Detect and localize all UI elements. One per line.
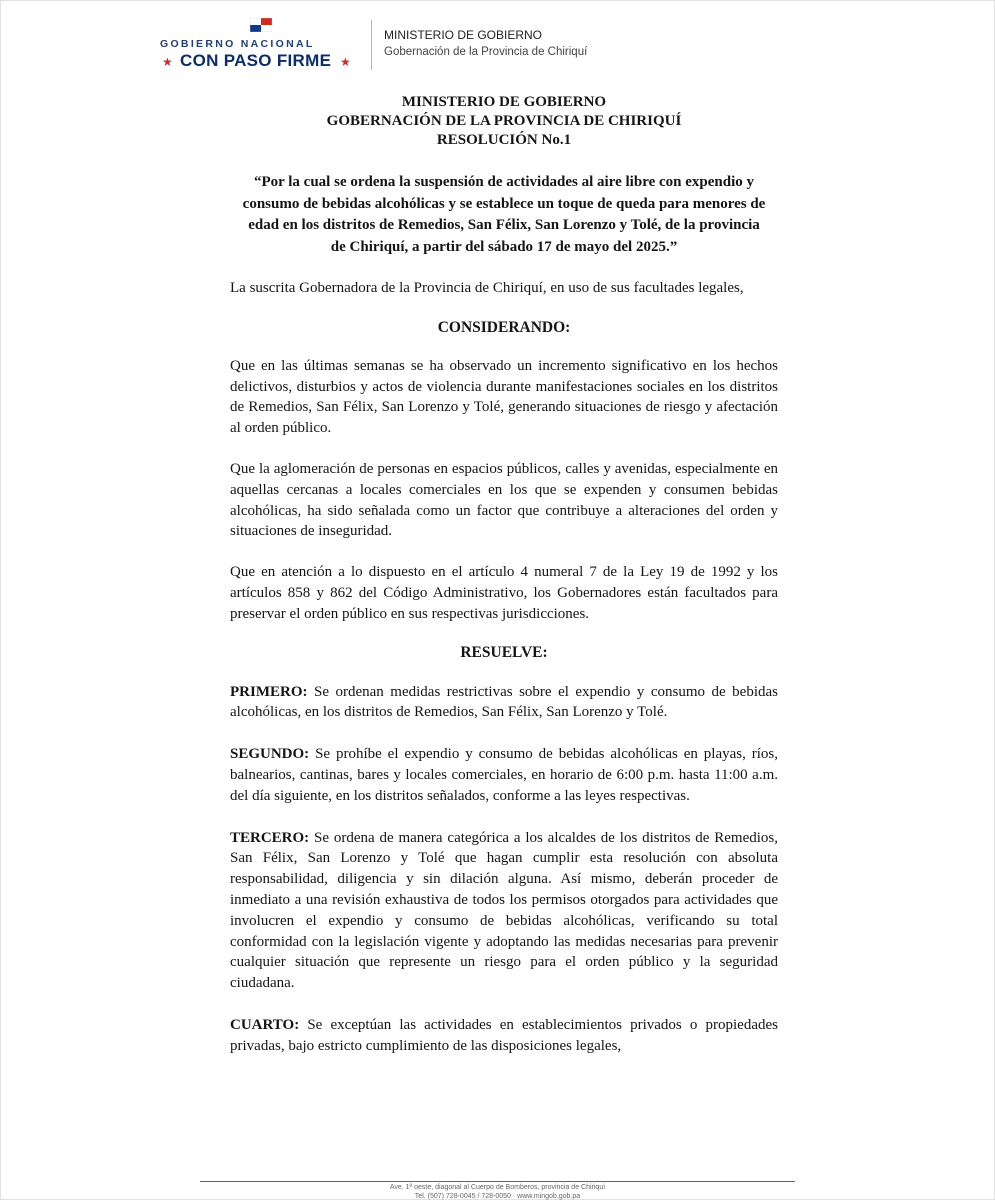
- article-label: SEGUNDO:: [230, 746, 310, 763]
- article-primero: [230, 682, 778, 724]
- panama-flag-icon: [250, 18, 272, 32]
- doc-heading-resolution: RESOLUCIÓN No.1: [436, 132, 572, 148]
- article-text: Se prohíbe el expendio y consumo de bebidas alcohólicas en playas, ríos, balnearios, cantinas, bares y locales comerciales, en horario de 6:00 p.m. hasta 11:00 a.m. del día siguiente, en los distritos señalados, conforme a las leyes respectivas.: [230, 746, 778, 804]
- gov-name: GOBIERNO NACIONAL: [160, 38, 315, 50]
- slogan: CON PASO FIRME: [180, 51, 332, 70]
- doc-heading-ministry: MINISTERIO DE GOBIERNO: [401, 94, 607, 110]
- article-label: PRIMERO:: [230, 683, 308, 700]
- article-tercero: [230, 828, 778, 994]
- header-divider: [371, 20, 372, 70]
- star-icon: ★: [162, 55, 173, 69]
- article-label: CUARTO:: [230, 1016, 300, 1033]
- considerando-paragraph: Que en atención a lo dispuesto en el artículo 4 numeral 7 de la Ley 19 de 1992 y los artículos 858 y 862 del Código Administrativo, los Gobernadores están facultados para preservar el orden público en sus respectivas jurisdicciones.: [230, 564, 778, 622]
- article-text: Se ordena de manera categórica a los alcaldes de los distritos de Remedios, San Félix, San Lorenzo y Tolé que hagan cumplir esta resolución con absoluta responsabilidad, diligencia y sin dilación alguna. Así mismo, deberán proceder de inmediato a una revisión exhaustiva de todos los permisos otorgados para actividades que involucren el expendio y consumo de bebidas alcohólicas, verificando su total conformidad con la legislación vigente y adoptando las medidas necesarias para prevenir cualquier situación que represente un riesgo para el orden público y la seguridad ciudadana.: [230, 829, 778, 992]
- resolution-title: “Por la cual se ordena la suspensión de actividades al aire libre con expendio y consumo de bebidas alcohólicas y se establece un toque de queda para menores de edad en los distritos de Remedios, San Félix, San Lorenzo y Tolé, de la provincia de Chiriquí, a partir del sábado 17 de mayo del 2025.”: [242, 174, 766, 255]
- slogan-row: [160, 51, 360, 73]
- footer-address: Ave. 1ª oeste, diagonal al Cuerpo de Bomberos, provincia de Chiriquí: [389, 1184, 606, 1191]
- considerando-paragraph: Que en las últimas semanas se ha observado un incremento significativo en los hechos delictivos, disturbios y actos de violencia durante manifestaciones sociales en los distritos de Remedios, San Félix, San Lorenzo y Tolé, generando situaciones de riesgo y afectación al orden público.: [230, 357, 778, 437]
- ministry-title: MINISTERIO DE GOBIERNO: [384, 28, 543, 42]
- letterhead: [160, 14, 660, 74]
- article-cuarto: [230, 1015, 778, 1057]
- footer-rule: [200, 1181, 795, 1182]
- considerando-heading: CONSIDERANDO:: [437, 318, 571, 336]
- article-text: Se ordenan medidas restrictivas sobre el expendio y consumo de bebidas alcohólicas, en los distritos de Remedios, San Félix, San Lorenzo y Tolé.: [230, 683, 778, 721]
- article-text: Se exceptúan las actividades en establecimientos privados o propiedades privadas, bajo estricto cumplimiento de las disposiciones legales,: [230, 1016, 778, 1054]
- doc-heading-governorship: GOBERNACIÓN DE LA PROVINCIA DE CHIRIQUÍ: [326, 113, 682, 129]
- article-label: TERCERO:: [230, 829, 310, 846]
- document-body: [230, 93, 778, 1057]
- intro-paragraph: La suscrita Gobernadora de la Provincia de Chiriquí, en uso de sus facultades legales,: [230, 280, 744, 296]
- considerando-paragraph: Que la aglomeración de personas en espacios públicos, calles y avenidas, especialmente en aquellas cercanas a locales comerciales en los que se expenden y consumen bebidas alcohólicas, ha sido señalada como un factor que contribuye a alteraciones del orden y situaciones de inseguridad.: [230, 460, 778, 540]
- footer-contact: Tel. (507) 728-0045 / 728-0050 · www.mingob.gob.pa: [414, 1193, 581, 1200]
- ministry-subtitle: Gobernación de la Provincia de Chiriquí: [384, 46, 588, 58]
- article-segundo: [230, 744, 778, 806]
- star-icon: ★: [340, 55, 351, 69]
- resuelve-heading: RESUELVE:: [460, 643, 548, 661]
